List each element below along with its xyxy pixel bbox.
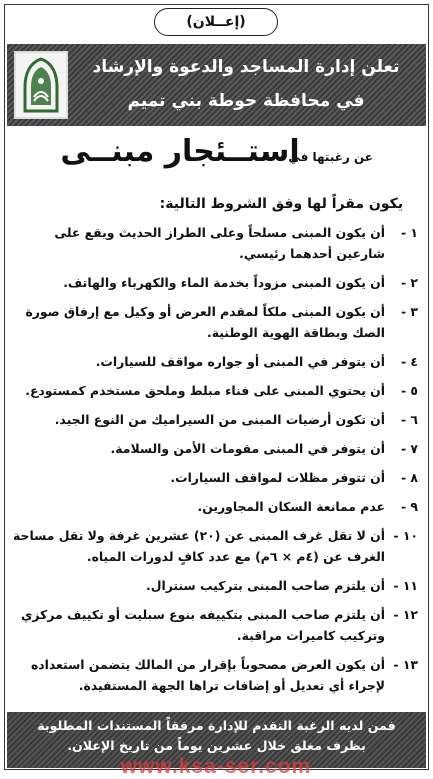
condition-text: أن يلتزم صاحب المبنى بتكييفه بنوع سبليت أو تكييف مركزي وتركيب كاميرات مراقبة.	[21, 607, 385, 643]
condition-text: أن يكون العرض مصحوباً بإقرار من المالك يتضمن استعداده لإجراء أي تعديل أو إضافات تراها الجهة المستفيدة.	[30, 657, 385, 693]
header-line-1: تعلن إدارة المساجد والدعوة والإرشاد	[92, 57, 400, 77]
condition-number: ٧ -	[400, 441, 418, 456]
condition-text: عدم ممانعة السكان المجاورين.	[197, 499, 385, 514]
header-line-2: في محافظة حوطة بني تميم	[127, 91, 365, 111]
condition-text: أن يكون المبنى مزوداً بخدمة الماء والكهرباء والهاتف.	[63, 275, 385, 290]
condition-text: أن يتوفر في المبنى مقومات الأمن والسلامة.	[110, 441, 385, 456]
condition-text: أن تتوفر مظلات لمواقف السيارات.	[170, 470, 385, 485]
condition-number: ١ -	[400, 225, 418, 240]
watermark: www.ksa-ser.com	[120, 755, 312, 778]
condition-item	[12, 575, 418, 596]
condition-text: أن يكون المبنى مسلحاً وعلى الطراز الحديث ويقع على شارعين أحدهما رئيسي.	[54, 225, 385, 261]
condition-text: أن يحتوي المبنى على فناء مبلط وملحق مستخدم كمستودع.	[25, 383, 385, 398]
condition-item	[12, 438, 418, 459]
condition-item	[12, 654, 418, 696]
condition-number: ٩ -	[400, 499, 418, 514]
conditions-title: يكون مقراً لها وفق الشروط التالية:	[159, 196, 403, 212]
condition-item	[12, 222, 418, 264]
intro-text: عن رغبتها في	[288, 150, 373, 164]
condition-number: ٢ -	[400, 275, 418, 290]
ministry-emblem-icon	[14, 51, 68, 119]
condition-item	[12, 380, 418, 401]
condition-number: ٤ -	[400, 354, 418, 369]
condition-number: ٥ -	[400, 383, 418, 398]
conditions-list	[12, 222, 418, 704]
condition-number: ١٣ -	[393, 657, 418, 672]
condition-number: ٣ -	[400, 304, 418, 319]
condition-text: أن يتوفر في المبنى أو جواره مواقف للسيارات.	[95, 354, 385, 369]
condition-item	[12, 272, 418, 293]
footer-text	[12, 716, 421, 756]
header-title	[74, 50, 418, 122]
condition-item	[12, 301, 418, 343]
condition-number: ١٢ -	[393, 607, 418, 622]
condition-item	[12, 409, 418, 430]
condition-text: أن يكون المبنى ملكاً لمقدم العرض أو وكيل مع إرفاق صورة الصك وبطاقة الهوية الوطنية.	[25, 304, 385, 340]
condition-text: أن تكون أرضيات المبنى من السيراميك من النوع الجيد.	[54, 412, 385, 427]
headline: استــئجار مبنــى	[60, 134, 300, 169]
condition-item	[12, 496, 418, 517]
condition-number: ٨ -	[400, 470, 418, 485]
condition-item	[12, 525, 418, 567]
condition-number: ١٠ -	[393, 528, 418, 543]
condition-text: أن لا تقل غرف المبنى عن (٢٠) عشرين غرفة ولا تقل مساحة الغرف عن (٤م × ٦م) مع عدد كافٍ لدورات المياه.	[13, 528, 385, 564]
condition-item	[12, 604, 418, 646]
condition-number: ٦ -	[400, 412, 418, 427]
condition-item	[12, 351, 418, 372]
condition-number: ١١ -	[393, 578, 418, 593]
footer-line-2: بظرف مغلق خلال عشرين يوماً من تاريخ الإعلان.	[67, 738, 366, 753]
notice-tag: (إعــلان)	[154, 8, 278, 36]
condition-item	[12, 467, 418, 488]
condition-text: أن يلتزم صاحب المبنى بتركيب سنترال.	[146, 578, 385, 593]
footer-line-1: فمن لديه الرغبة التقدم للإدارة مرفقاً المستندات المطلوبة	[37, 718, 396, 733]
